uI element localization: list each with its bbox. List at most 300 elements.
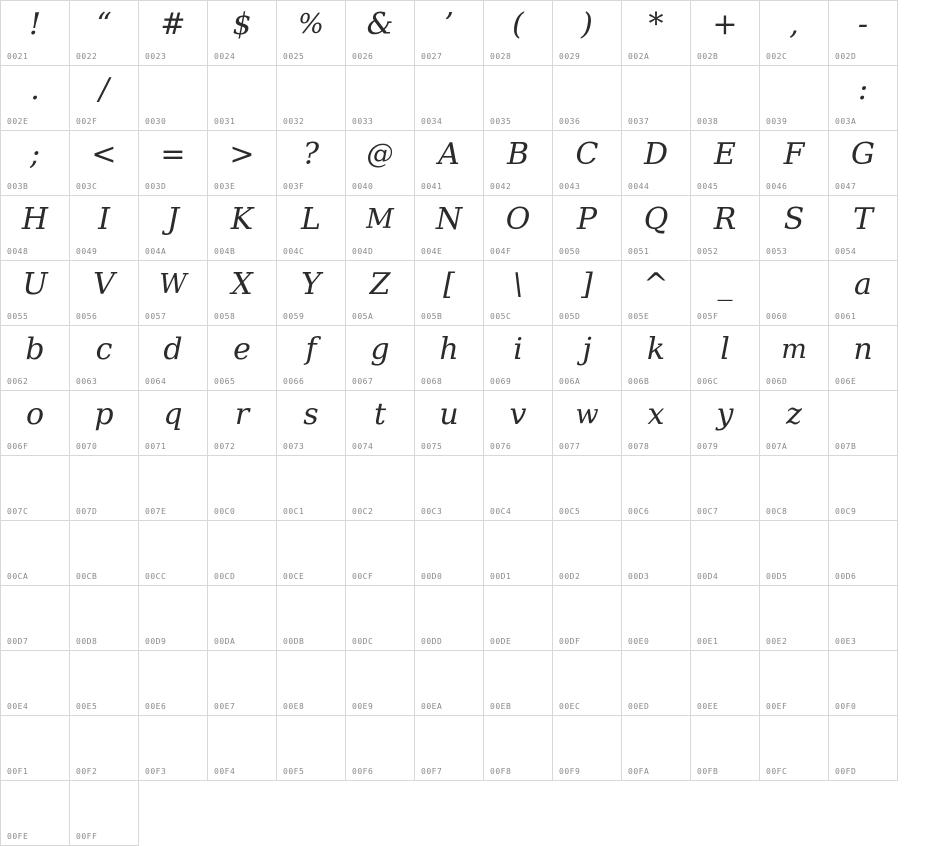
glyph-cell[interactable] bbox=[484, 391, 553, 456]
glyph-character: C bbox=[575, 137, 599, 172]
glyph-cell[interactable] bbox=[484, 131, 553, 196]
glyph-codepoint: 004D bbox=[352, 247, 374, 256]
glyph-cell[interactable] bbox=[346, 131, 415, 196]
glyph-cell[interactable] bbox=[829, 456, 898, 521]
glyph-character bbox=[553, 588, 621, 632]
glyph-codepoint: 004A bbox=[145, 247, 167, 256]
glyph-codepoint: 0044 bbox=[628, 182, 650, 191]
glyph-cell[interactable] bbox=[553, 1, 622, 66]
glyph-cell[interactable] bbox=[1, 781, 70, 846]
glyph-cell[interactable] bbox=[208, 521, 277, 586]
glyph-codepoint: 002F bbox=[76, 117, 98, 126]
glyph-cell[interactable] bbox=[553, 651, 622, 716]
glyph-cell[interactable] bbox=[829, 261, 898, 326]
glyph-codepoint: 00F1 bbox=[7, 767, 29, 776]
glyph-character: c bbox=[95, 332, 113, 367]
glyph-cell[interactable] bbox=[484, 261, 553, 326]
glyph-cell[interactable] bbox=[484, 586, 553, 651]
glyph-codepoint: 00DA bbox=[214, 637, 236, 646]
glyph-cell[interactable] bbox=[70, 781, 139, 846]
glyph-codepoint: 006C bbox=[697, 377, 719, 386]
glyph-cell[interactable] bbox=[415, 261, 484, 326]
glyph-codepoint: 00CB bbox=[76, 572, 98, 581]
glyph-cell[interactable] bbox=[70, 391, 139, 456]
glyph-cell[interactable] bbox=[277, 66, 346, 131]
glyph-cell[interactable] bbox=[691, 716, 760, 781]
glyph-cell[interactable] bbox=[829, 131, 898, 196]
glyph-character bbox=[553, 523, 621, 567]
glyph-cell[interactable] bbox=[484, 326, 553, 391]
glyph-character: a bbox=[854, 267, 872, 302]
glyph-cell[interactable] bbox=[70, 1, 139, 66]
glyph-codepoint: 0076 bbox=[490, 442, 512, 451]
glyph-codepoint: 00CE bbox=[283, 572, 305, 581]
glyph-codepoint: 00E1 bbox=[697, 637, 719, 646]
glyph-character: D bbox=[643, 137, 669, 172]
glyph-codepoint: 00F3 bbox=[145, 767, 167, 776]
glyph-character: I bbox=[98, 202, 110, 237]
glyph-codepoint: 0041 bbox=[421, 182, 443, 191]
glyph-cell[interactable] bbox=[208, 716, 277, 781]
glyph-cell[interactable] bbox=[346, 651, 415, 716]
glyph-cell[interactable] bbox=[553, 196, 622, 261]
glyph-cell[interactable] bbox=[829, 651, 898, 716]
glyph-cell[interactable] bbox=[139, 391, 208, 456]
glyph-character bbox=[139, 458, 207, 502]
glyph-cell[interactable] bbox=[1, 586, 70, 651]
glyph-cell[interactable] bbox=[553, 326, 622, 391]
glyph-cell[interactable] bbox=[415, 326, 484, 391]
glyph-cell[interactable] bbox=[208, 456, 277, 521]
glyph-codepoint: 0070 bbox=[76, 442, 98, 451]
glyph-cell[interactable] bbox=[70, 196, 139, 261]
glyph-character bbox=[1, 718, 69, 762]
glyph-codepoint: 0054 bbox=[835, 247, 857, 256]
glyph-codepoint: 00F9 bbox=[559, 767, 581, 776]
glyph-character bbox=[553, 68, 621, 112]
glyph-cell[interactable] bbox=[346, 66, 415, 131]
glyph-cell[interactable] bbox=[553, 716, 622, 781]
glyph-character bbox=[208, 653, 276, 697]
glyph-cell[interactable] bbox=[1, 651, 70, 716]
glyph-character: V bbox=[93, 267, 115, 302]
glyph-codepoint: 0055 bbox=[7, 312, 29, 321]
glyph-cell[interactable] bbox=[553, 66, 622, 131]
glyph-cell[interactable] bbox=[277, 456, 346, 521]
glyph-cell[interactable] bbox=[70, 521, 139, 586]
glyph-cell[interactable] bbox=[70, 261, 139, 326]
glyph-codepoint: 00EB bbox=[490, 702, 512, 711]
glyph-codepoint: 005F bbox=[697, 312, 719, 321]
glyph-cell[interactable] bbox=[691, 456, 760, 521]
glyph-character bbox=[484, 68, 552, 112]
glyph-cell[interactable] bbox=[277, 586, 346, 651]
glyph-cell[interactable] bbox=[691, 521, 760, 586]
glyph-character bbox=[70, 653, 138, 697]
glyph-cell[interactable] bbox=[277, 196, 346, 261]
glyph-cell[interactable] bbox=[70, 326, 139, 391]
glyph-cell[interactable] bbox=[346, 326, 415, 391]
glyph-cell[interactable] bbox=[829, 716, 898, 781]
glyph-cell[interactable] bbox=[139, 586, 208, 651]
glyph-cell[interactable] bbox=[1, 456, 70, 521]
glyph-codepoint: 0067 bbox=[352, 377, 374, 386]
glyph-cell[interactable] bbox=[415, 456, 484, 521]
glyph-cell[interactable] bbox=[346, 716, 415, 781]
glyph-cell[interactable] bbox=[139, 651, 208, 716]
glyph-character: w bbox=[575, 399, 599, 430]
glyph-cell[interactable] bbox=[829, 326, 898, 391]
glyph-character bbox=[415, 458, 483, 502]
glyph-character bbox=[1, 523, 69, 567]
glyph-character bbox=[829, 718, 897, 762]
glyph-cell[interactable] bbox=[691, 261, 760, 326]
glyph-character: ! bbox=[28, 7, 42, 42]
glyph-character bbox=[346, 718, 414, 762]
glyph-cell[interactable] bbox=[1, 66, 70, 131]
glyph-cell[interactable] bbox=[277, 391, 346, 456]
glyph-cell[interactable] bbox=[346, 391, 415, 456]
glyph-cell[interactable] bbox=[346, 456, 415, 521]
glyph-character bbox=[622, 588, 690, 632]
glyph-character: - bbox=[857, 7, 869, 42]
glyph-cell[interactable] bbox=[760, 716, 829, 781]
glyph-cell[interactable] bbox=[760, 261, 829, 326]
glyph-character: q bbox=[163, 397, 183, 432]
glyph-character: > bbox=[229, 137, 255, 172]
glyph-cell[interactable] bbox=[415, 66, 484, 131]
glyph-codepoint: 0073 bbox=[283, 442, 305, 451]
glyph-cell[interactable] bbox=[691, 131, 760, 196]
glyph-codepoint: 00D2 bbox=[559, 572, 581, 581]
glyph-cell[interactable] bbox=[829, 1, 898, 66]
glyph-cell[interactable] bbox=[553, 131, 622, 196]
glyph-character: m bbox=[781, 334, 807, 365]
glyph-cell[interactable] bbox=[70, 131, 139, 196]
glyph-cell[interactable] bbox=[415, 651, 484, 716]
glyph-character bbox=[829, 588, 897, 632]
glyph-cell[interactable] bbox=[484, 651, 553, 716]
glyph-cell[interactable] bbox=[484, 716, 553, 781]
glyph-cell[interactable] bbox=[346, 261, 415, 326]
glyph-codepoint: 0042 bbox=[490, 182, 512, 191]
glyph-cell[interactable] bbox=[622, 196, 691, 261]
glyph-cell[interactable] bbox=[622, 456, 691, 521]
glyph-character: R bbox=[713, 202, 737, 237]
glyph-cell[interactable] bbox=[760, 66, 829, 131]
glyph-cell[interactable] bbox=[622, 391, 691, 456]
glyph-character: * bbox=[648, 7, 664, 42]
glyph-codepoint: 00C1 bbox=[283, 507, 305, 516]
glyph-codepoint: 00C0 bbox=[214, 507, 236, 516]
glyph-codepoint: 00D4 bbox=[697, 572, 719, 581]
glyph-character: ( bbox=[512, 7, 524, 42]
glyph-cell[interactable] bbox=[70, 66, 139, 131]
glyph-cell[interactable] bbox=[760, 521, 829, 586]
glyph-cell[interactable] bbox=[277, 131, 346, 196]
glyph-cell[interactable] bbox=[1, 261, 70, 326]
glyph-codepoint: 0064 bbox=[145, 377, 167, 386]
glyph-character bbox=[415, 68, 483, 112]
glyph-character: O bbox=[505, 202, 531, 237]
glyph-cell[interactable] bbox=[622, 716, 691, 781]
glyph-cell[interactable] bbox=[1, 326, 70, 391]
glyph-cell[interactable] bbox=[208, 586, 277, 651]
glyph-character: g bbox=[370, 332, 390, 367]
glyph-character bbox=[415, 653, 483, 697]
glyph-cell[interactable] bbox=[1, 1, 70, 66]
glyph-cell[interactable] bbox=[691, 326, 760, 391]
glyph-cell[interactable] bbox=[346, 1, 415, 66]
glyph-cell[interactable] bbox=[691, 586, 760, 651]
glyph-codepoint: 0069 bbox=[490, 377, 512, 386]
glyph-codepoint: 0037 bbox=[628, 117, 650, 126]
glyph-cell[interactable] bbox=[1, 391, 70, 456]
glyph-codepoint: 005E bbox=[628, 312, 650, 321]
glyph-codepoint: 00CF bbox=[352, 572, 374, 581]
glyph-codepoint: 0060 bbox=[766, 312, 788, 321]
glyph-cell[interactable] bbox=[553, 521, 622, 586]
glyph-character bbox=[484, 588, 552, 632]
glyph-codepoint: 006D bbox=[766, 377, 788, 386]
glyph-cell[interactable] bbox=[760, 456, 829, 521]
glyph-cell[interactable] bbox=[208, 196, 277, 261]
glyph-cell[interactable] bbox=[760, 326, 829, 391]
glyph-cell[interactable] bbox=[70, 456, 139, 521]
glyph-codepoint: 0033 bbox=[352, 117, 374, 126]
glyph-character bbox=[277, 718, 345, 762]
glyph-cell[interactable] bbox=[346, 521, 415, 586]
glyph-character bbox=[346, 458, 414, 502]
glyph-cell[interactable] bbox=[484, 1, 553, 66]
glyph-cell[interactable] bbox=[346, 586, 415, 651]
glyph-cell[interactable] bbox=[277, 521, 346, 586]
glyph-character bbox=[1, 653, 69, 697]
glyph-cell[interactable] bbox=[70, 586, 139, 651]
glyph-character bbox=[208, 458, 276, 502]
glyph-cell[interactable] bbox=[139, 131, 208, 196]
glyph-cell[interactable] bbox=[208, 651, 277, 716]
glyph-codepoint: 0039 bbox=[766, 117, 788, 126]
glyph-cell[interactable] bbox=[139, 66, 208, 131]
glyph-codepoint: 0051 bbox=[628, 247, 650, 256]
glyph-cell[interactable] bbox=[622, 1, 691, 66]
glyph-cell[interactable] bbox=[760, 1, 829, 66]
glyph-codepoint: 0062 bbox=[7, 377, 29, 386]
glyph-codepoint: 0027 bbox=[421, 52, 443, 61]
glyph-cell[interactable] bbox=[553, 456, 622, 521]
glyph-cell[interactable] bbox=[346, 196, 415, 261]
glyph-character: x bbox=[647, 397, 665, 432]
glyph-character bbox=[760, 588, 828, 632]
glyph-codepoint: 0057 bbox=[145, 312, 167, 321]
glyph-cell[interactable] bbox=[277, 326, 346, 391]
glyph-codepoint: 00E8 bbox=[283, 702, 305, 711]
glyph-cell[interactable] bbox=[829, 391, 898, 456]
glyph-cell[interactable] bbox=[139, 521, 208, 586]
glyph-cell[interactable] bbox=[208, 326, 277, 391]
glyph-character: , bbox=[789, 7, 799, 42]
glyph-codepoint: 0072 bbox=[214, 442, 236, 451]
glyph-codepoint: 0025 bbox=[283, 52, 305, 61]
glyph-character bbox=[760, 68, 828, 112]
glyph-character bbox=[346, 588, 414, 632]
glyph-cell[interactable] bbox=[691, 196, 760, 261]
glyph-cell[interactable] bbox=[415, 391, 484, 456]
glyph-cell[interactable] bbox=[415, 131, 484, 196]
glyph-codepoint: 00E3 bbox=[835, 637, 857, 646]
glyph-cell[interactable] bbox=[622, 651, 691, 716]
glyph-character bbox=[139, 718, 207, 762]
glyph-character bbox=[691, 523, 759, 567]
glyph-cell[interactable] bbox=[139, 196, 208, 261]
glyph-character bbox=[208, 68, 276, 112]
glyph-codepoint: 00CA bbox=[7, 572, 29, 581]
glyph-character bbox=[208, 523, 276, 567]
glyph-cell[interactable] bbox=[691, 1, 760, 66]
glyph-character: ; bbox=[29, 137, 41, 172]
glyph-codepoint: 0058 bbox=[214, 312, 236, 321]
glyph-character bbox=[622, 718, 690, 762]
glyph-cell[interactable] bbox=[1, 521, 70, 586]
glyph-character: y bbox=[716, 397, 734, 432]
glyph-character bbox=[691, 458, 759, 502]
glyph-cell[interactable] bbox=[277, 651, 346, 716]
glyph-codepoint: 00D6 bbox=[835, 572, 857, 581]
glyph-cell[interactable] bbox=[484, 66, 553, 131]
glyph-cell[interactable] bbox=[1, 196, 70, 261]
glyph-codepoint: 00C2 bbox=[352, 507, 374, 516]
glyph-cell[interactable] bbox=[208, 391, 277, 456]
glyph-cell[interactable] bbox=[208, 261, 277, 326]
glyph-character: v bbox=[509, 397, 527, 432]
glyph-character: + bbox=[712, 7, 738, 42]
glyph-cell[interactable] bbox=[553, 391, 622, 456]
glyph-codepoint: 004C bbox=[283, 247, 305, 256]
glyph-cell[interactable] bbox=[415, 716, 484, 781]
glyph-cell[interactable] bbox=[622, 521, 691, 586]
glyph-character: ] bbox=[581, 267, 593, 302]
glyph-cell[interactable] bbox=[484, 196, 553, 261]
glyph-character: h bbox=[439, 332, 459, 367]
glyph-codepoint: 00E7 bbox=[214, 702, 236, 711]
glyph-codepoint: 00F6 bbox=[352, 767, 374, 776]
glyph-cell[interactable] bbox=[208, 66, 277, 131]
glyph-codepoint: 00EF bbox=[766, 702, 788, 711]
glyph-cell[interactable] bbox=[760, 196, 829, 261]
glyph-cell[interactable] bbox=[484, 456, 553, 521]
glyph-character bbox=[277, 653, 345, 697]
glyph-codepoint: 00FD bbox=[835, 767, 857, 776]
glyph-codepoint: 00DE bbox=[490, 637, 512, 646]
glyph-cell[interactable] bbox=[415, 586, 484, 651]
glyph-codepoint: 003E bbox=[214, 182, 236, 191]
glyph-codepoint: 0061 bbox=[835, 312, 857, 321]
glyph-cell[interactable] bbox=[760, 131, 829, 196]
glyph-codepoint: 00C9 bbox=[835, 507, 857, 516]
glyph-cell[interactable] bbox=[760, 391, 829, 456]
glyph-cell[interactable] bbox=[139, 261, 208, 326]
glyph-codepoint: 0071 bbox=[145, 442, 167, 451]
glyph-character bbox=[691, 718, 759, 762]
glyph-cell[interactable] bbox=[622, 261, 691, 326]
glyph-cell[interactable] bbox=[139, 326, 208, 391]
glyph-character: U bbox=[22, 267, 48, 302]
glyph-codepoint: 0068 bbox=[421, 377, 443, 386]
glyph-cell[interactable] bbox=[70, 716, 139, 781]
glyph-cell[interactable] bbox=[277, 1, 346, 66]
glyph-cell[interactable] bbox=[139, 456, 208, 521]
glyph-cell[interactable] bbox=[277, 716, 346, 781]
glyph-cell[interactable] bbox=[760, 586, 829, 651]
glyph-cell[interactable] bbox=[622, 326, 691, 391]
glyph-codepoint: 0035 bbox=[490, 117, 512, 126]
glyph-cell[interactable] bbox=[691, 66, 760, 131]
glyph-cell[interactable] bbox=[208, 131, 277, 196]
glyph-codepoint: 0022 bbox=[76, 52, 98, 61]
glyph-codepoint: 0032 bbox=[283, 117, 305, 126]
glyph-cell[interactable] bbox=[415, 521, 484, 586]
glyph-cell[interactable] bbox=[208, 1, 277, 66]
glyph-cell[interactable] bbox=[622, 131, 691, 196]
glyph-codepoint: 0047 bbox=[835, 182, 857, 191]
glyph-codepoint: 0029 bbox=[559, 52, 581, 61]
glyph-codepoint: 00F4 bbox=[214, 767, 236, 776]
glyph-codepoint: 00E9 bbox=[352, 702, 374, 711]
glyph-character bbox=[346, 68, 414, 112]
glyph-codepoint: 00F5 bbox=[283, 767, 305, 776]
glyph-codepoint: 00CD bbox=[214, 572, 236, 581]
glyph-cell[interactable] bbox=[829, 521, 898, 586]
glyph-character: u bbox=[439, 397, 459, 432]
glyph-cell[interactable] bbox=[553, 586, 622, 651]
glyph-character bbox=[346, 523, 414, 567]
glyph-cell[interactable] bbox=[622, 586, 691, 651]
glyph-cell[interactable] bbox=[553, 261, 622, 326]
glyph-cell[interactable] bbox=[484, 521, 553, 586]
glyph-codepoint: 00E0 bbox=[628, 637, 650, 646]
glyph-cell[interactable] bbox=[415, 196, 484, 261]
glyph-cell[interactable] bbox=[277, 261, 346, 326]
glyph-cell[interactable] bbox=[1, 716, 70, 781]
glyph-codepoint: 00EA bbox=[421, 702, 443, 711]
glyph-character: & bbox=[366, 7, 394, 42]
glyph-cell[interactable] bbox=[139, 716, 208, 781]
glyph-cell[interactable] bbox=[829, 66, 898, 131]
glyph-character bbox=[139, 588, 207, 632]
glyph-codepoint: 006E bbox=[835, 377, 857, 386]
glyph-character: K bbox=[230, 202, 254, 237]
glyph-cell[interactable] bbox=[691, 651, 760, 716]
glyph-cell[interactable] bbox=[829, 586, 898, 651]
glyph-character bbox=[691, 588, 759, 632]
glyph-cell[interactable] bbox=[760, 651, 829, 716]
glyph-codepoint: 0026 bbox=[352, 52, 374, 61]
glyph-codepoint: 005C bbox=[490, 312, 512, 321]
glyph-cell[interactable] bbox=[70, 651, 139, 716]
glyph-codepoint: 0078 bbox=[628, 442, 650, 451]
glyph-cell[interactable] bbox=[829, 196, 898, 261]
glyph-character bbox=[484, 458, 552, 502]
glyph-codepoint: 004E bbox=[421, 247, 443, 256]
glyph-codepoint: 0036 bbox=[559, 117, 581, 126]
glyph-cell[interactable] bbox=[1, 131, 70, 196]
glyph-character: @ bbox=[366, 139, 394, 170]
glyph-cell[interactable] bbox=[415, 1, 484, 66]
glyph-cell[interactable] bbox=[622, 66, 691, 131]
glyph-cell[interactable] bbox=[691, 391, 760, 456]
glyph-cell[interactable] bbox=[139, 1, 208, 66]
